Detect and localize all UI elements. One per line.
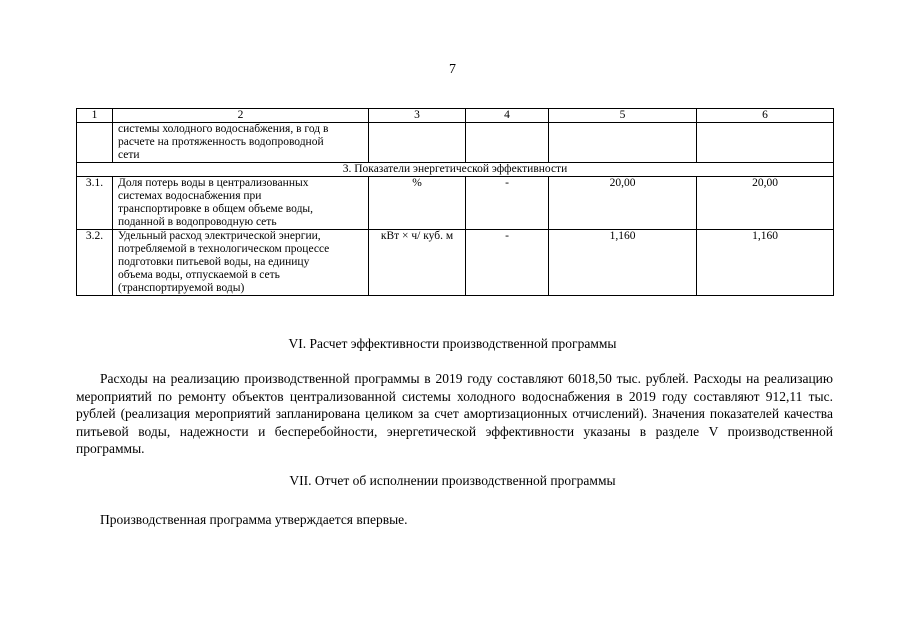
text-line: расчете на протяженность водопроводной xyxy=(118,136,324,148)
section-6-title: VI. Расчет эффективности производственной программы xyxy=(288,336,617,351)
value-cell: 1,160 xyxy=(549,230,697,296)
header-cell: 3 xyxy=(369,109,466,123)
text-line: транспортировке в общем объеме воды, xyxy=(118,203,314,215)
section-header-cell: 3. Показатели энергетической эффективности xyxy=(77,163,834,177)
text-line: объема воды, отпускаемой в сеть xyxy=(118,269,280,281)
unit-cell: % xyxy=(369,177,466,230)
table-row xyxy=(77,230,834,296)
value-cell: 1,160 xyxy=(697,230,834,296)
unit-cell: кВт × ч/ куб. м xyxy=(369,230,466,296)
section-7-paragraph: Производственная программа утверждается впервые. xyxy=(100,512,408,527)
text-line: Удельный расход электрической энергии, xyxy=(118,230,321,242)
value-cell xyxy=(697,123,834,163)
row-number-cell: 3.1. xyxy=(77,177,113,230)
value-cell xyxy=(549,123,697,163)
header-cell: 1 xyxy=(77,109,113,123)
value-cell: - xyxy=(466,230,549,296)
text-line: сети xyxy=(118,149,140,161)
header-cell: 2 xyxy=(113,109,369,123)
value-cell: 20,00 xyxy=(697,177,834,230)
header-cell: 4 xyxy=(466,109,549,123)
text-line: поданной в водопроводную сеть xyxy=(118,216,277,228)
indicator-name-cell xyxy=(113,230,369,296)
row-number-cell xyxy=(77,123,113,163)
text-line: системы холодного водоснабжения, в год в xyxy=(118,123,329,135)
text-line: (транспортируемой воды) xyxy=(118,282,245,294)
section-7-title: VII. Отчет об исполнении производственной программы xyxy=(289,473,616,488)
header-cell: 6 xyxy=(697,109,834,123)
table-section-row xyxy=(77,163,834,177)
text-line: Доля потерь воды в централизованных xyxy=(118,177,309,189)
text-line: подготовки питьевой воды, на единицу xyxy=(118,256,310,268)
text-line: системах водоснабжения при xyxy=(118,190,262,202)
header-cell: 5 xyxy=(549,109,697,123)
indicator-name-cell xyxy=(113,177,369,230)
value-cell: - xyxy=(466,177,549,230)
unit-cell xyxy=(369,123,466,163)
section-6-paragraph: Расходы на реализацию производственной программы в 2019 году составляют 6018,50 тыс. рублей. Расходы на реализацию мероприятий по ремонту объектов централизованной системы холодного водоснабжения в 2019 году составляют 912,11 тыс. рублей (реализация мероприятий запланирована целиком за счет амортизационных отчислений). Значения показателей качества питьевой воды, надежности и бесперебойности, энергетической эффективности указаны в разделе V производственной программы. xyxy=(76,371,833,456)
value-cell xyxy=(466,123,549,163)
text-line: потребляемой в технологическом процессе xyxy=(118,243,330,255)
table-row xyxy=(77,123,834,163)
table-row xyxy=(77,177,834,230)
indicator-name-cell xyxy=(113,123,369,163)
page-number: 7 xyxy=(449,62,456,77)
value-cell: 20,00 xyxy=(549,177,697,230)
table-header-row xyxy=(77,109,834,123)
indicators-table xyxy=(76,108,834,296)
row-number-cell: 3.2. xyxy=(77,230,113,296)
